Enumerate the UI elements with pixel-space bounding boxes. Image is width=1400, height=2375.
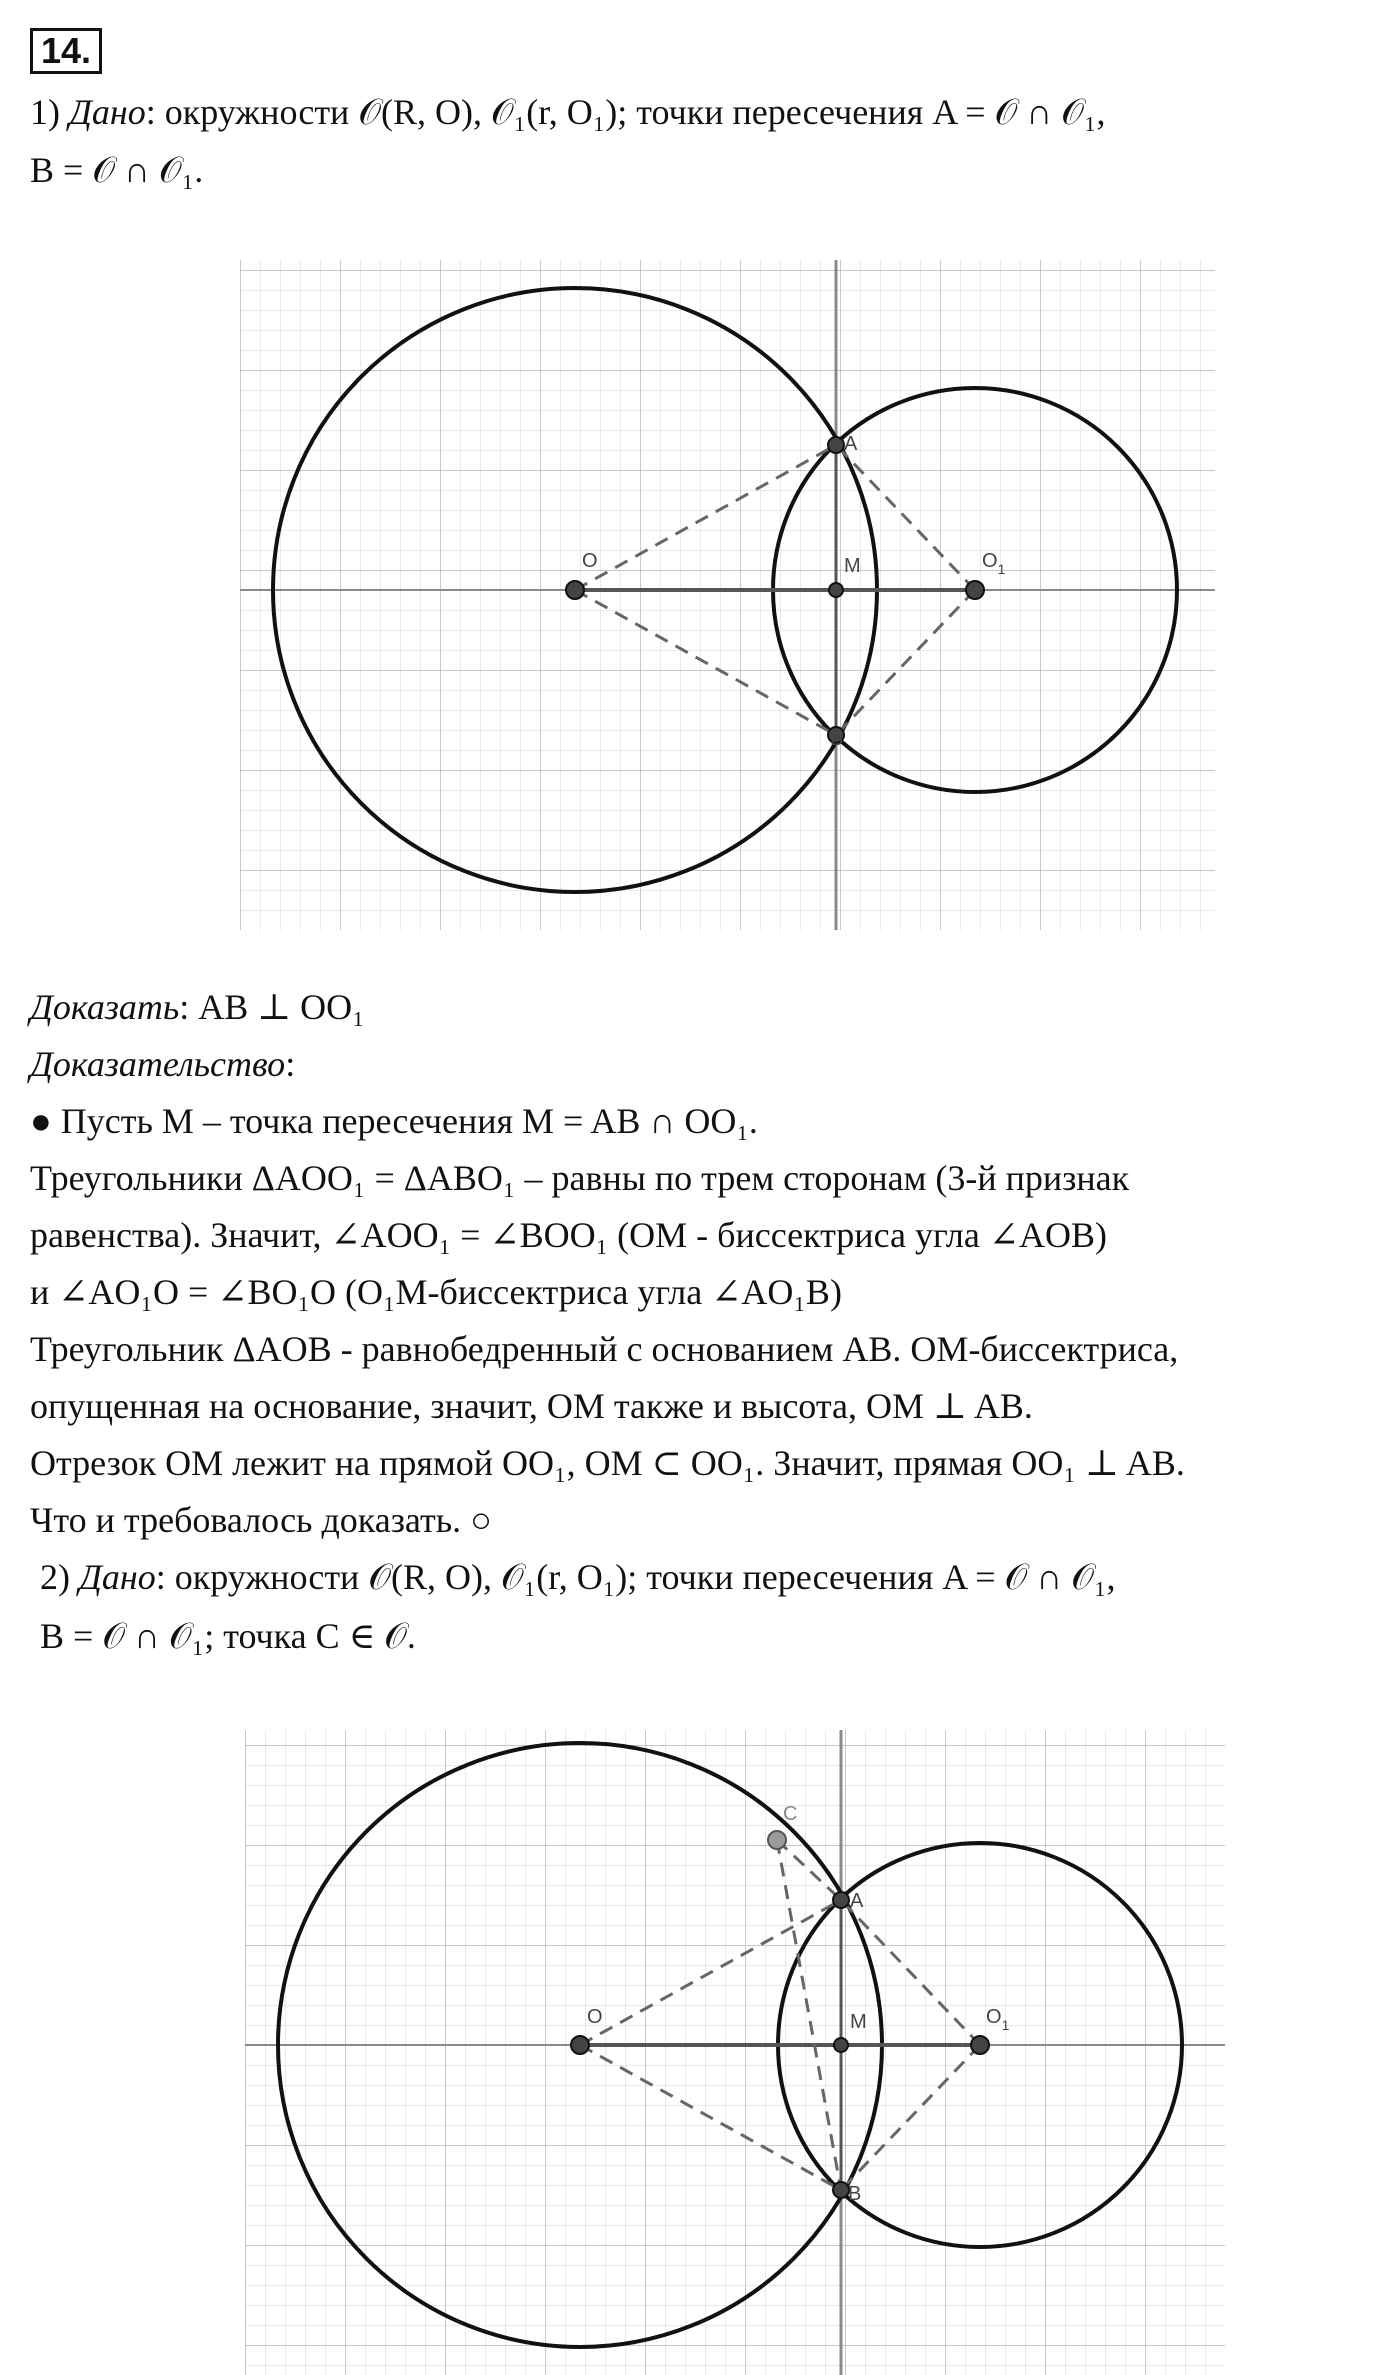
proof-line-4: и ∠AO₁O = ∠BO₁O (O₁M-биссектриса угла ∠AO₁B) bbox=[30, 1272, 842, 1312]
part1-prefix: 1) bbox=[30, 92, 69, 132]
point-m bbox=[834, 2038, 848, 2052]
point-m bbox=[829, 583, 843, 597]
proof-line-5: Треугольник ΔAOB - равнобедренный с основанием AB. OM-биссектриса, bbox=[30, 1329, 1179, 1369]
label-b: B bbox=[848, 2183, 862, 2205]
label-o1-sub: 1 bbox=[997, 561, 1006, 577]
label-a: A bbox=[850, 1890, 864, 1912]
part1-given-text-2: B = 𝒪 ∩ 𝒪₁. bbox=[30, 150, 204, 190]
proof-line-6: опущенная на основание, значит, OM также и высота, OM ⊥ AB. bbox=[30, 1386, 1033, 1426]
label-m: M bbox=[850, 2011, 867, 2033]
point-a bbox=[828, 437, 844, 453]
proof-line-7: Отрезок OM лежит на прямой OO₁, OM ⊂ OO₁. Значит, прямая OO₁ ⊥ AB. bbox=[30, 1443, 1185, 1483]
label-m: M bbox=[844, 555, 861, 577]
point-a bbox=[833, 1892, 849, 1908]
part2-given-text: : окружности 𝒪(R, O), 𝒪₁(r, O₁); точки пересечения A = 𝒪 ∩ 𝒪₁, bbox=[155, 1557, 1116, 1597]
proof-line-3: равенства). Значит, ∠AOO₁ = ∠BOO₁ (OM - биссектриса угла ∠AOB) bbox=[30, 1215, 1108, 1255]
grid-major bbox=[245, 1730, 1225, 2375]
part2-given-text-2: B = 𝒪 ∩ 𝒪₁; точка C ∈ 𝒪. bbox=[40, 1616, 416, 1656]
part1-given-line-2 bbox=[30, 148, 203, 192]
label-o1-main: O bbox=[986, 2006, 1002, 2028]
problem-number: 14. bbox=[30, 28, 102, 74]
label-o: O bbox=[582, 550, 598, 572]
point-o bbox=[571, 2036, 589, 2054]
label-o: O bbox=[587, 2006, 603, 2028]
point-o bbox=[566, 581, 584, 599]
label-b: B bbox=[830, 728, 844, 750]
proof-colon: : bbox=[285, 1044, 296, 1084]
label-a: A bbox=[844, 433, 858, 455]
proof-label: Доказательство bbox=[30, 1044, 286, 1084]
label-o1-sub: 1 bbox=[1001, 2017, 1010, 2033]
prove-line bbox=[30, 985, 365, 1029]
part1-given-text: : окружности 𝒪(R, O), 𝒪₁(r, O₁); точки пересечения A = 𝒪 ∩ 𝒪₁, bbox=[145, 92, 1106, 132]
prove-label: Доказать bbox=[30, 987, 180, 1027]
figure-1 bbox=[230, 255, 1220, 935]
part2-given-line-2 bbox=[40, 1614, 416, 1658]
part1-given-label: Дано bbox=[69, 92, 146, 132]
label-o1-main: O bbox=[982, 550, 998, 572]
part2-given-label: Дано bbox=[79, 1557, 156, 1597]
figure-2 bbox=[240, 1725, 1230, 2375]
part2-given-line-1 bbox=[40, 1555, 1116, 1599]
part2-prefix: 2) bbox=[40, 1557, 79, 1597]
label-c: C bbox=[783, 1803, 798, 1825]
point-c bbox=[768, 1831, 786, 1849]
point-o1 bbox=[971, 2036, 989, 2054]
proof-line-1: ● Пусть М – точка пересечения M = AB ∩ OO₁. bbox=[30, 1101, 758, 1141]
point-b bbox=[833, 2182, 849, 2198]
proof-line-8: Что и требовалось доказать. ○ bbox=[30, 1500, 492, 1540]
part1-given-line-1 bbox=[30, 90, 1106, 134]
proof-heading bbox=[30, 1042, 295, 1086]
prove-text: : AB ⊥ OO₁ bbox=[179, 987, 365, 1027]
grid-major bbox=[240, 260, 1215, 930]
point-o1 bbox=[966, 581, 984, 599]
proof-line-2: Треугольники ΔAOO₁ = ΔABO₁ – равны по трем сторонам (3-й признак bbox=[30, 1158, 1130, 1198]
